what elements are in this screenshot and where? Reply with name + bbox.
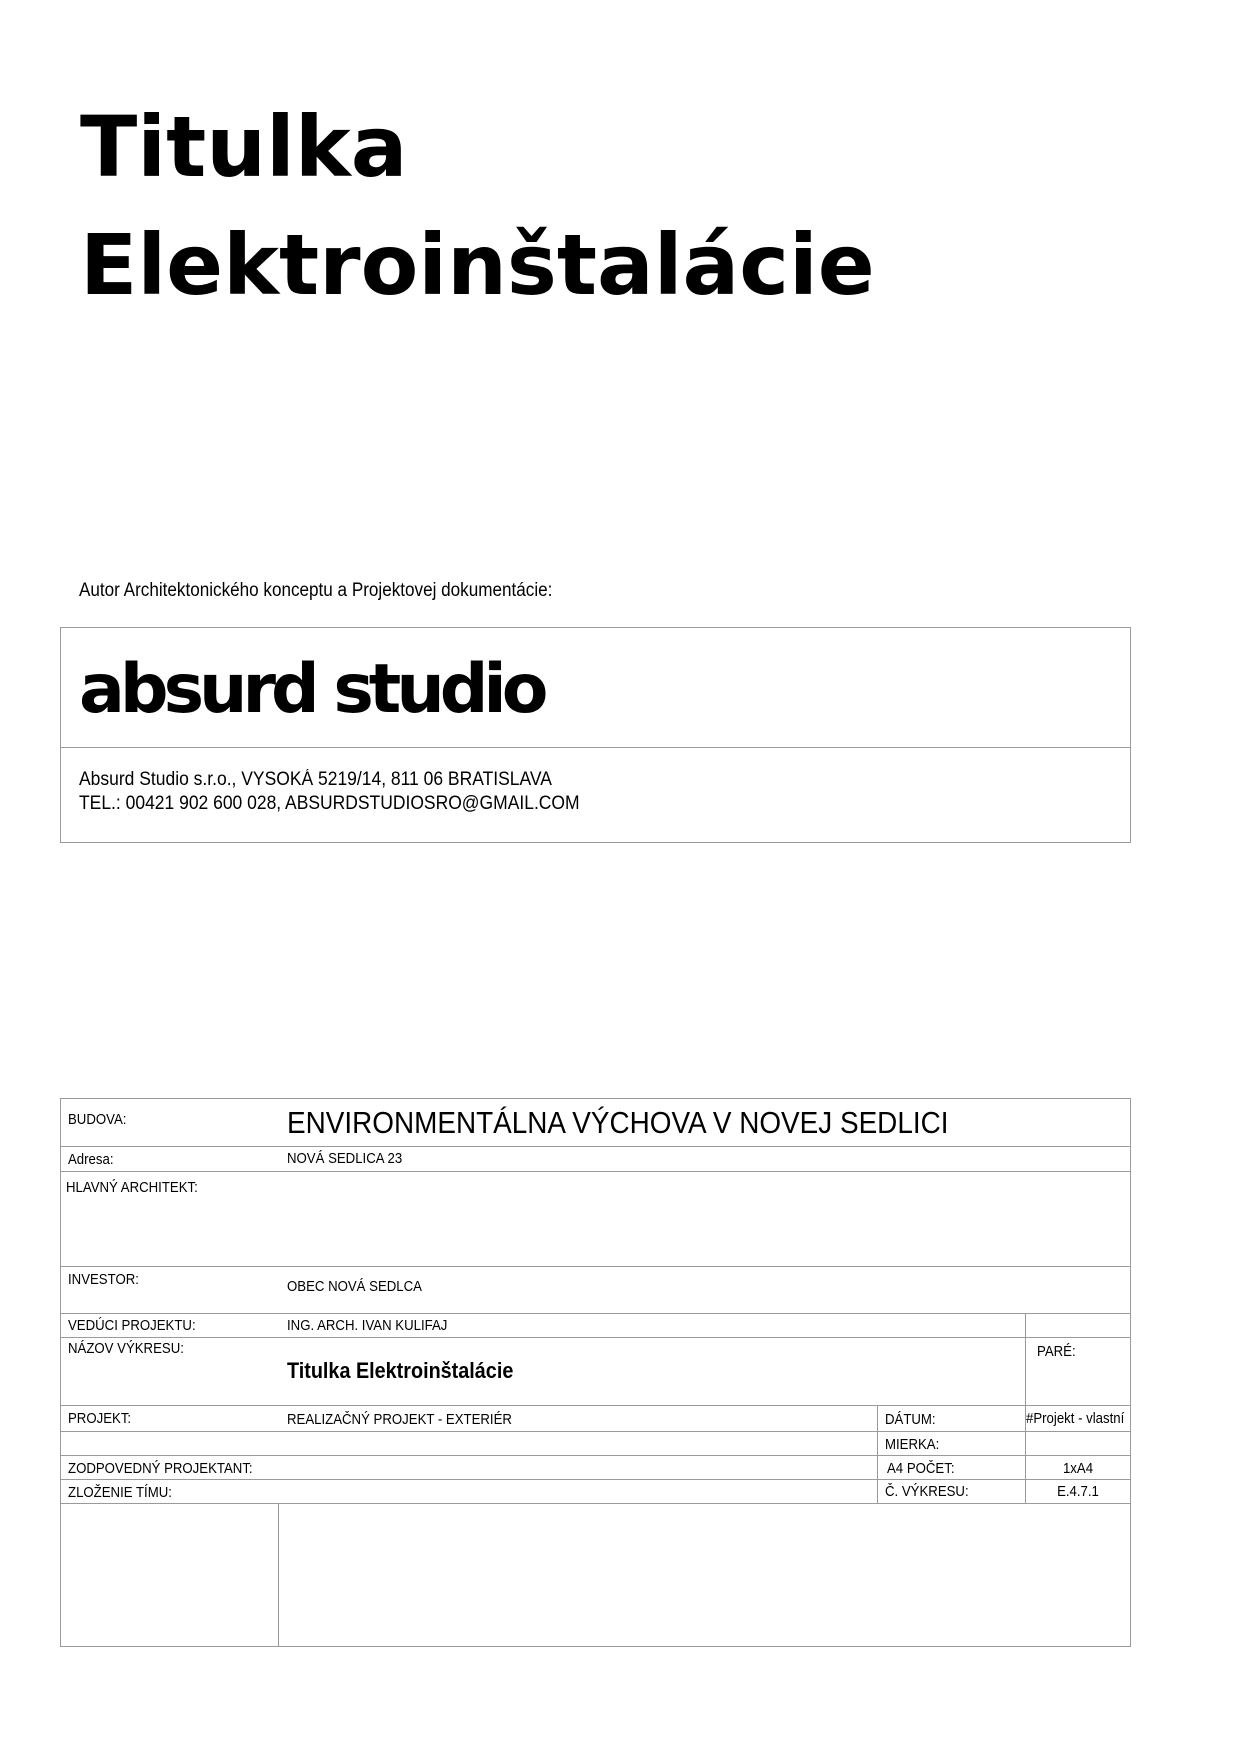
adresa-value: NOVÁ SEDLICA 23: [287, 1150, 403, 1167]
divider: [61, 1171, 1130, 1172]
projekt-value: REALIZAČNÝ PROJEKT - EXTERIÉR: [287, 1411, 512, 1428]
vykres-value: E.4.7.1: [1057, 1483, 1099, 1500]
pare-label: PARÉ:: [1037, 1343, 1076, 1360]
datum-value: #Projekt - vlastní: [1026, 1410, 1125, 1427]
a4-label: A4 POČET:: [887, 1460, 955, 1477]
studio-contact: TEL.: 00421 902 600 028, ABSURDSTUDIOSRO@GMAIL.COM: [79, 793, 580, 814]
zodpovedny-label: ZODPOVEDNÝ PROJEKTANT:: [68, 1460, 253, 1477]
investor-value: OBEC NOVÁ SEDLCA: [287, 1278, 422, 1295]
studio-logo: absurd studio: [79, 650, 544, 729]
divider: [61, 1337, 1130, 1338]
adresa-label: Adresa:: [68, 1151, 114, 1168]
divider: [61, 1455, 1130, 1456]
divider: [61, 1313, 1130, 1314]
divider: [61, 1146, 1130, 1147]
divider: [61, 1503, 1130, 1504]
studio-info: [79, 768, 580, 816]
veduci-value: ING. ARCH. IVAN KULIFAJ: [287, 1317, 448, 1334]
studio-box: [60, 627, 1131, 843]
divider: [61, 1405, 1130, 1406]
title-line-1: Titulka: [80, 98, 408, 196]
budova-value: ENVIRONMENTÁLNA VÝCHOVA V NOVEJ SEDLICI: [287, 1105, 949, 1140]
veduci-label: VEDÚCI PROJEKTU:: [68, 1317, 196, 1334]
investor-label: INVESTOR:: [68, 1271, 139, 1288]
divider: [61, 1266, 1130, 1267]
nazov-value: Titulka Elektroinštalácie: [287, 1358, 514, 1383]
studio-address: Absurd Studio s.r.o., VYSOKÁ 5219/14, 811 06 BRATISLAVA: [79, 769, 552, 790]
divider: [278, 1503, 279, 1646]
budova-label: BUDOVA:: [68, 1111, 127, 1128]
divider: [61, 1431, 1130, 1432]
divider: [877, 1405, 878, 1503]
title-line-2: Elektroinštalácie: [80, 216, 875, 314]
projekt-label: PROJEKT:: [68, 1410, 132, 1427]
zlozenie-label: ZLOŽENIE TÍMU:: [68, 1484, 172, 1501]
logo-row: [61, 628, 1130, 748]
hlavny-architekt-label: HLAVNÝ ARCHITEKT:: [66, 1179, 198, 1196]
author-label: Autor Architektonického konceptu a Projektovej dokumentácie:: [79, 580, 553, 601]
mierka-label: MIERKA:: [885, 1436, 940, 1453]
a4-value: 1xA4: [1062, 1460, 1094, 1477]
vykres-label: Č. VÝKRESU:: [885, 1483, 969, 1500]
nazov-label: NÁZOV VÝKRESU:: [68, 1340, 184, 1357]
title-block: [60, 1098, 1131, 1647]
datum-label: DÁTUM:: [885, 1411, 936, 1428]
divider: [1025, 1313, 1026, 1503]
document-title: [80, 88, 875, 324]
divider: [61, 1479, 1130, 1480]
